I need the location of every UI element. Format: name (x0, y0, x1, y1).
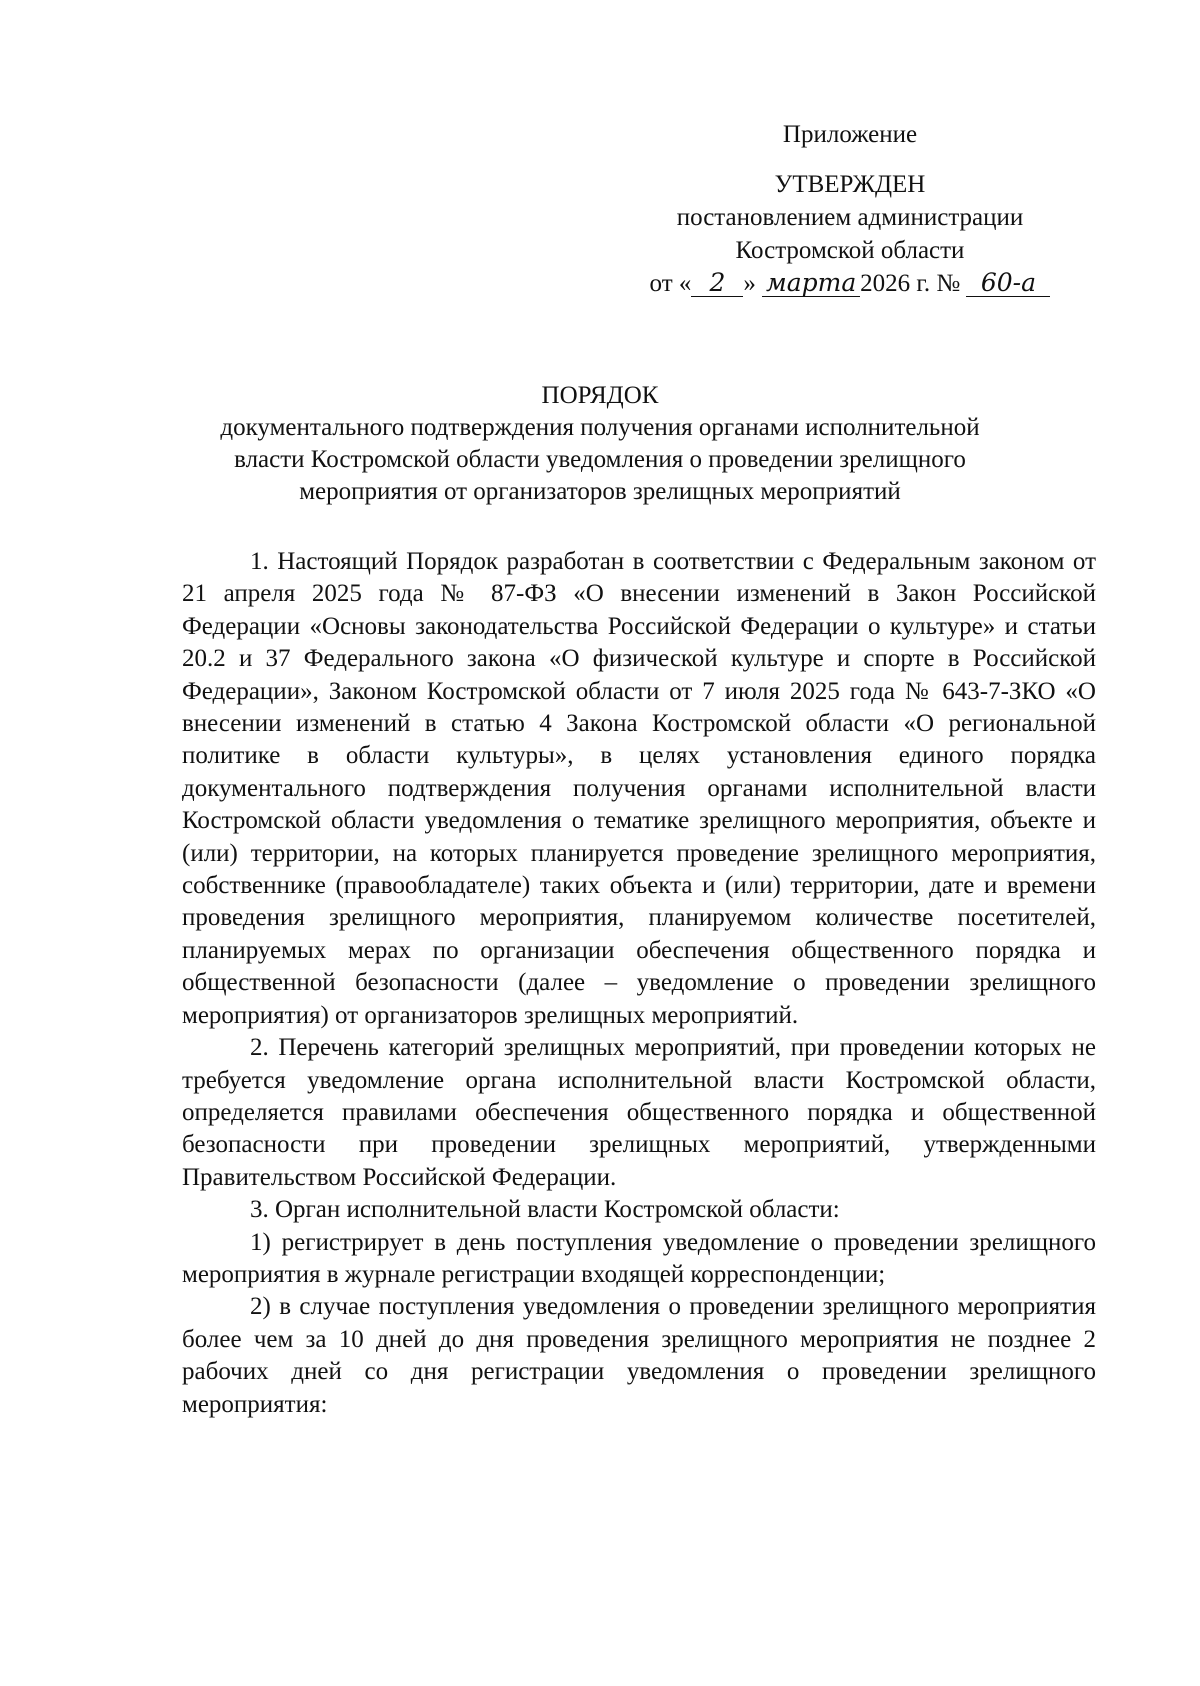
date-year: 2026 г. № (860, 270, 961, 297)
approved-by-line2: Костромской области (735, 237, 965, 264)
approved-by-line1: постановлением администрации (676, 204, 1024, 231)
date-mid: » (743, 270, 756, 297)
paragraph-1: 1. Настоящий Порядок разработан в соответствии с Федеральным законом от 21 апреля 2025 года № 87-ФЗ «О внесении изменений в Закон Российской Федерации «Основы законодательства Российской Федерации о культуре» и статьи 20.2 и 37 Федерального закона «О физической культуре и спорте в Российской Федерации», Законом Костромской области от 7 июля 2025 года № 643-7-ЗКО «О внесении изменений в статью 4 Закона Костромской области «О региональной политике в области культуры», в целях установления единого порядка документального подтверждения получения органами исполнительной власти Костромской области уведомления о тематике зрелищного мероприятия, объекте и (или) территории, на которых планируется проведение зрелищного мероприятия, собственнике (правообладателе) таких объекта и (или) территории, дате и времени проведения зрелищного мероприятия, планируемом количестве посетителей, планируемых мерах по организации обеспечения общественного порядка и общественной безопасности (далее – уведомление о проведении зрелищного мероприятия) от организаторов зрелищных мероприятий. (182, 548, 1096, 1029)
paragraph-3: 3. Орган исполнительной власти Костромской области: (250, 1196, 840, 1224)
date-day-handwritten: 2 (691, 270, 743, 297)
date-prefix: от « (649, 270, 692, 297)
date-month-handwritten: марта (762, 270, 860, 297)
paragraph-3-item-1: 1) регистрирует в день поступления уведомление о проведении зрелищного мероприятия в журнале регистрации входящей корреспонденции; (182, 1228, 1096, 1288)
title-main: ПОРЯДОК (541, 382, 659, 409)
decree-date-line (620, 267, 1080, 300)
title-sub-line3: мероприятия от организаторов зрелищных мероприятий (299, 478, 901, 505)
paragraph-2: 2. Перечень категорий зрелищных мероприятий, при проведении которых не требуется уведомление органа исполнительной власти Костромской области, определяется правилами обеспечения общественного порядка и общественной безопасности при проведении зрелищных мероприятий, утвержденными Правительством Российской Федерации. (182, 1034, 1096, 1191)
title-sub-line2: власти Костромской области уведомления о проведении зрелищного (234, 446, 966, 473)
appendix-label: Приложение (782, 121, 918, 148)
decree-number-handwritten: 60-а (966, 270, 1050, 297)
title-sub-line1: документального подтверждения получения органами исполнительной (220, 414, 980, 441)
paragraph-3-item-2: 2) в случае поступления уведомления о проведении зрелищного мероприятия более чем за 10 дней до дня проведения зрелищного мероприятия не позднее 2 рабочих дней со дня регистрации уведомления о проведении зрелищного мероприятия: (182, 1293, 1096, 1418)
approved-label: УТВЕРЖДЕН (774, 171, 926, 198)
document-title (160, 380, 1040, 508)
document-body (182, 546, 1096, 1421)
approval-block (620, 118, 1080, 300)
